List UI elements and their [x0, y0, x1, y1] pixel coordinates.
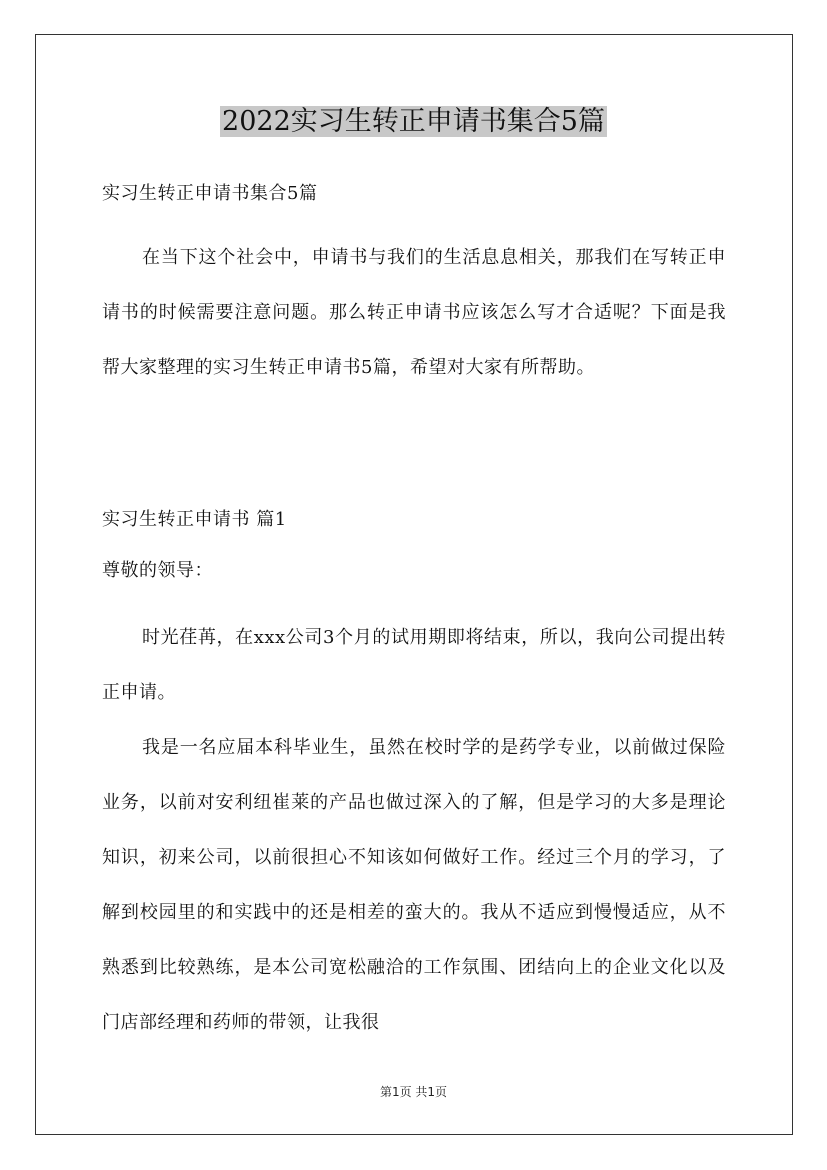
document-subtitle: 实习生转正申请书集合5篇: [102, 183, 318, 204]
page-number-footer: 第1页 共1页: [379, 1085, 448, 1099]
section-heading: 实习生转正申请书 篇1: [102, 509, 287, 530]
document-title-text: 2022实习生转正申请书集合5篇: [222, 106, 605, 137]
body-paragraph-1: 时光荏苒，在xxx公司3个月的试用期即将结束，所以，我向公司提出转正申请。: [102, 627, 726, 703]
body-paragraph-2: 我是一名应届本科毕业生，虽然在校时学的是药学专业，以前做过保险业务，以前对安利纽崔莱的产品也做过深入的了解，但是学习的大多是理论知识，初来公司，以前很担心不知该如何做好工作。经过三个月的学习，了解到校园里的和实践中的还是相差的蛮大的。我从不适应到慢慢适应，从不熟悉到比较熟练，是本公司宽松融洽的工作氛围、团结向上的企业文化以及门店部经理和药师的带领，让我很: [102, 737, 726, 1033]
salutation: 尊敬的领导：: [102, 560, 213, 581]
intro-paragraph: 在当下这个社会中，申请书与我们的生活息息相关，那我们在写转正申请书的时候需要注意问题。那么转正申请书应该怎么写才合适呢？下面是我帮大家整理的实习生转正申请书5篇，希望对大家有所帮助。: [102, 247, 726, 378]
document-title: [0, 100, 827, 144]
